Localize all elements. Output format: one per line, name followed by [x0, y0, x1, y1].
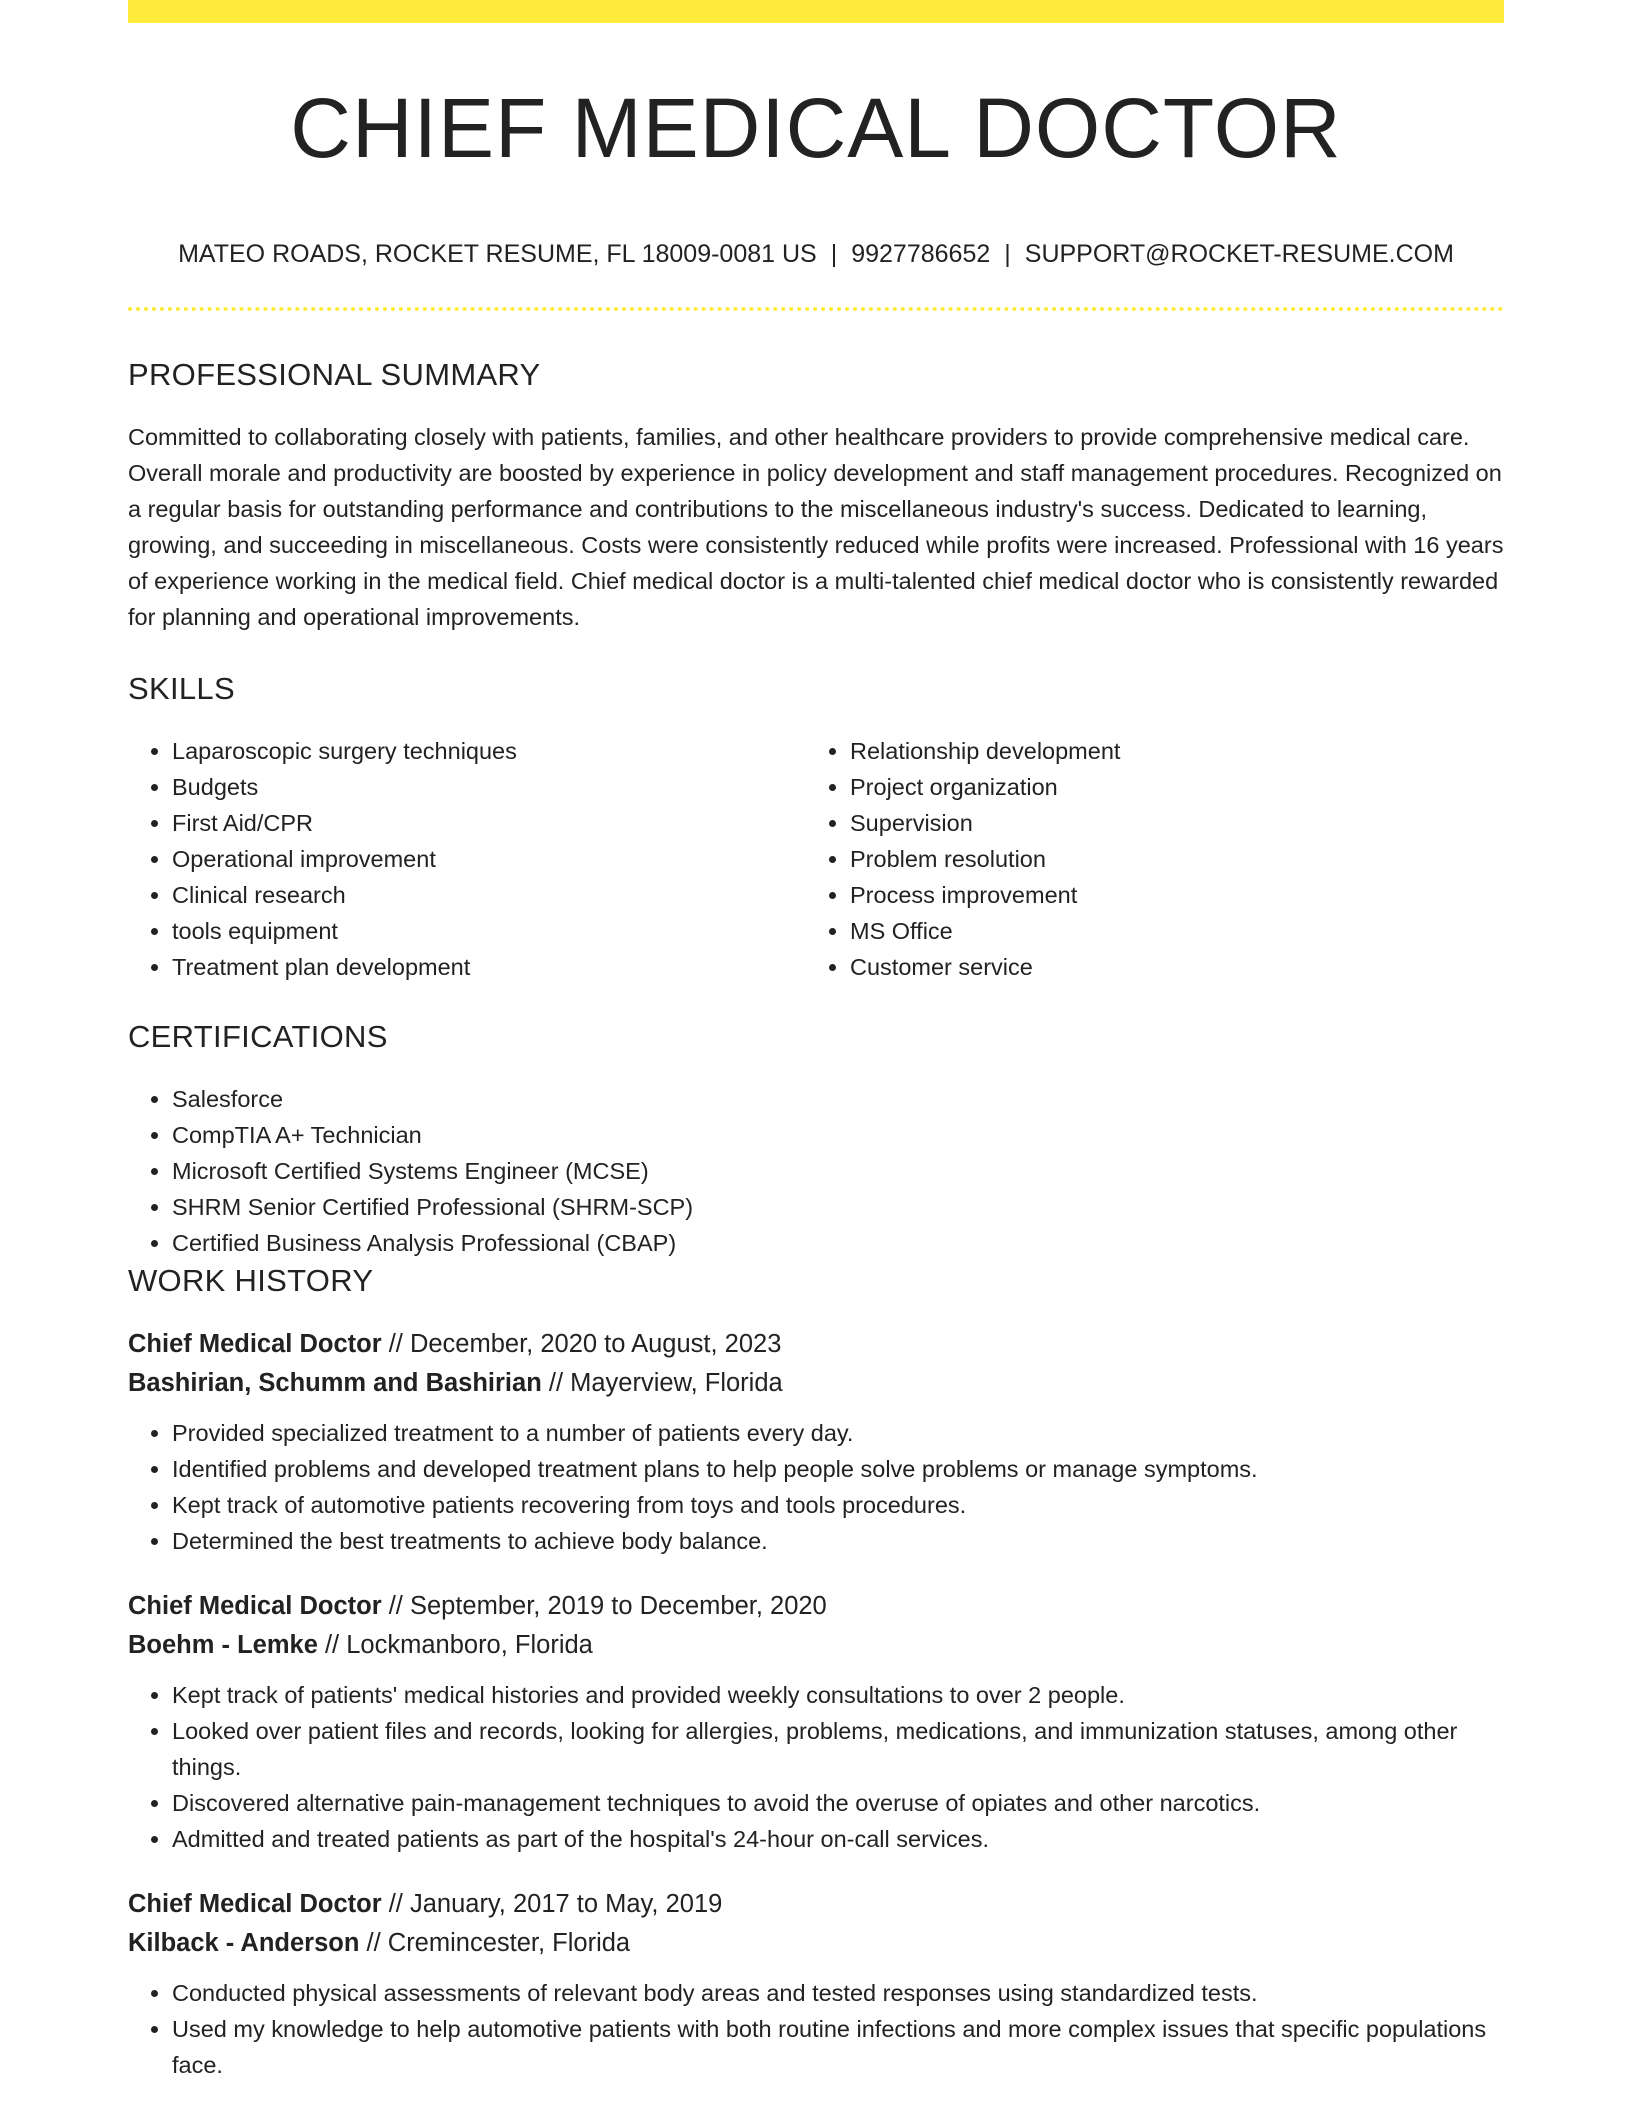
- skill-item: • tools equipment: [172, 913, 806, 949]
- skills-list-left: [172, 733, 806, 985]
- job-title-line: [128, 1325, 1504, 1364]
- job-entry: [128, 1325, 1504, 1559]
- skills-list-right: [850, 733, 1484, 985]
- certification-item: • Salesforce: [172, 1081, 1504, 1117]
- certifications-heading: CERTIFICATIONS: [128, 1019, 388, 1054]
- job-entry: [128, 1885, 1504, 2083]
- job-bullets: [128, 1677, 1504, 1857]
- job-title: Chief Medical Doctor: [128, 1592, 382, 1620]
- skills-heading: SKILLS: [128, 671, 235, 706]
- job-bullets: [128, 1415, 1504, 1559]
- certification-item: • Certified Business Analysis Professional (CBAP): [172, 1225, 1504, 1261]
- skill-item: • Project organization: [850, 769, 1484, 805]
- job-title-line: [128, 1587, 1504, 1626]
- contact-line: [128, 236, 1504, 272]
- job-bullet: • Determined the best treatments to achieve body balance.: [172, 1523, 1504, 1559]
- job-bullet: • Discovered alternative pain-management techniques to avoid the overuse of opiates and other narcotics.: [172, 1785, 1504, 1821]
- job-location: // Mayerview, Florida: [541, 1369, 783, 1397]
- work-history-heading: WORK HISTORY: [128, 1263, 374, 1298]
- job-bullet: • Identified problems and developed treatment plans to help people solve problems or manage symptoms.: [172, 1451, 1504, 1487]
- skill-item: • Customer service: [850, 949, 1484, 985]
- contact-address: MATEO ROADS, ROCKET RESUME, FL 18009-0081 US: [178, 240, 817, 268]
- job-company-line: [128, 1924, 1504, 1963]
- job-title: Chief Medical Doctor: [128, 1890, 382, 1918]
- skill-item: • First Aid/CPR: [172, 805, 806, 841]
- contact-separator: |: [830, 240, 838, 268]
- skill-item: • Relationship development: [850, 733, 1484, 769]
- job-company: Kilback - Anderson: [128, 1929, 360, 1957]
- resume-body: [128, 355, 1504, 2111]
- job-entry: [128, 1587, 1504, 1857]
- dotted-divider: [128, 307, 1504, 311]
- job-bullet: • Admitted and treated patients as part of the hospital's 24-hour on-call services.: [172, 1821, 1504, 1857]
- certification-item: • Microsoft Certified Systems Engineer (MCSE): [172, 1153, 1504, 1189]
- job-dates: // December, 2020 to August, 2023: [381, 1330, 782, 1358]
- job-bullet: • Kept track of patients' medical histories and provided weekly consultations to over 2 people.: [172, 1677, 1504, 1713]
- certification-item: • SHRM Senior Certified Professional (SHRM-SCP): [172, 1189, 1504, 1225]
- skill-item: • Laparoscopic surgery techniques: [172, 733, 806, 769]
- job-bullet: • Looked over patient files and records, looking for allergies, problems, medications, and immunization statuses, among other things.: [172, 1713, 1504, 1785]
- certifications-section: [128, 1017, 1504, 1261]
- job-company: Boehm - Lemke: [128, 1631, 318, 1659]
- skill-item: • Problem resolution: [850, 841, 1484, 877]
- certifications-list: [128, 1081, 1504, 1261]
- skill-item: • Treatment plan development: [172, 949, 806, 985]
- skill-item: • Operational improvement: [172, 841, 806, 877]
- accent-top-bar: [128, 0, 1504, 23]
- job-bullet: • Provided specialized treatment to a number of patients every day.: [172, 1415, 1504, 1451]
- page-title: CHIEF MEDICAL DOCTOR: [290, 81, 1342, 175]
- contact-email: SUPPORT@ROCKET-RESUME.COM: [1024, 240, 1454, 268]
- skill-item: • Budgets: [172, 769, 806, 805]
- job-location: // Cremincester, Florida: [359, 1929, 631, 1957]
- contact-phone: 9927786652: [851, 240, 991, 268]
- skills-section: [128, 669, 1504, 985]
- job-dates: // September, 2019 to December, 2020: [381, 1592, 827, 1620]
- skill-item: • Process improvement: [850, 877, 1484, 913]
- job-company: Bashirian, Schumm and Bashirian: [128, 1369, 542, 1397]
- skill-item: • MS Office: [850, 913, 1484, 949]
- skill-item: • Supervision: [850, 805, 1484, 841]
- job-title-line: [128, 1885, 1504, 1924]
- job-location: // Lockmanboro, Florida: [317, 1631, 593, 1659]
- skills-column-right: [806, 733, 1484, 985]
- summary-heading: PROFESSIONAL SUMMARY: [128, 357, 541, 392]
- skill-item: • Clinical research: [172, 877, 806, 913]
- skills-column-left: [128, 733, 806, 985]
- summary-section: [128, 355, 1504, 635]
- work-history-section: [128, 1261, 1504, 2083]
- certification-item: • CompTIA A+ Technician: [172, 1117, 1504, 1153]
- job-bullets: [128, 1975, 1504, 2083]
- summary-text: Committed to collaborating closely with patients, families, and other healthcare providers to provide comprehensive medical care. Overall morale and productivity are boosted by experience in policy development and staff management procedures. Recognized on a regular basis for outstanding performance and contributions to the miscellaneous industry's success. Dedicated to learning, growing, and succeeding in miscellaneous. Costs were consistently reduced while profits were increased. Professional with 16 years of experience working in the medical field. Chief medical doctor is a multi-talented chief medical doctor who is consistently rewarded for planning and operational improvements.: [128, 424, 1504, 630]
- job-company-line: [128, 1364, 1504, 1403]
- job-dates: // January, 2017 to May, 2019: [381, 1890, 723, 1918]
- job-bullet: • Used my knowledge to help automotive patients with both routine infections and more complex issues that specific populations face.: [172, 2011, 1504, 2083]
- job-bullet: • Kept track of automotive patients recovering from toys and tools procedures.: [172, 1487, 1504, 1523]
- job-company-line: [128, 1626, 1504, 1665]
- contact-separator: |: [1004, 240, 1011, 268]
- job-bullet: • Conducted physical assessments of relevant body areas and tested responses using standardized tests.: [172, 1975, 1504, 2011]
- skills-grid: [128, 733, 1504, 985]
- job-title: Chief Medical Doctor: [128, 1330, 382, 1358]
